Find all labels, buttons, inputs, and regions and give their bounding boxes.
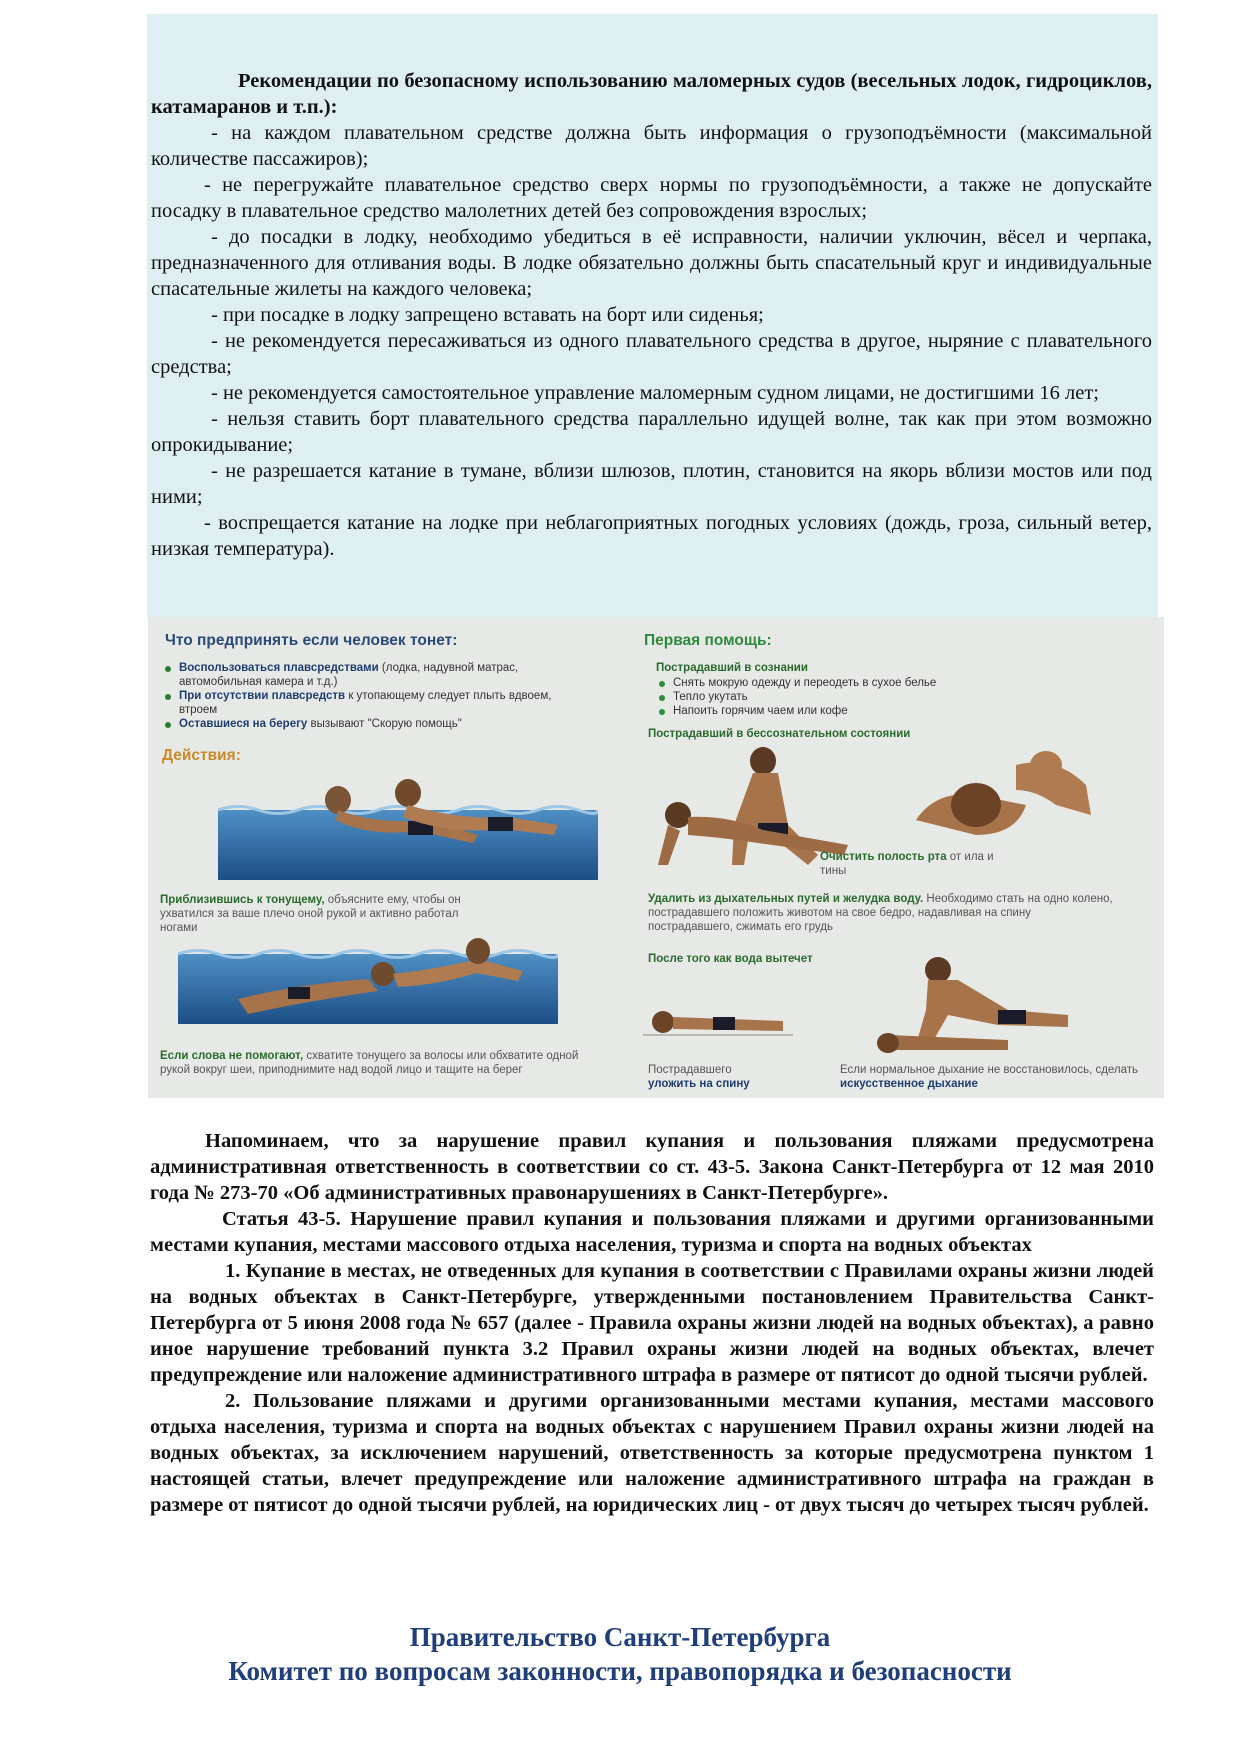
recommendation-item: - до посадки в лодку, необходимо убедиться в её исправности, наличии уключин, вёсел и черпака, предназначенного для отливания воды. В лодке обязательно должны быть спасательный круг и индивидуальные спасательные жилеты на каждого человека;: [151, 226, 1152, 300]
recommendation-item: - на каждом плавательном средстве должна быть информация о грузоподъёмности (максимальной количестве пассажиров);: [151, 122, 1152, 170]
list-item: Тепло укутать: [656, 690, 1016, 704]
recommendation-item: - при посадке в лодку запрещено вставать на борт или сиденья;: [211, 304, 764, 326]
legal-paragraph: 1. Купание в местах, не отведенных для купания в соответствии с Правилами охраны жизни людей на водных объектах в Санкт-Петербурге, утвержденными постановлением Правительства Санкт-Петербурга от 5 июня 2008 года № 657 (далее - Правила охраны жизни людей на водных объектах), а равно иное нарушение требований пункта 3.2 Правил охраны жизни людей на водных объектах, влечет предупреждение или наложение административного штрафа в размере от пятисот до одной тысячи рублей.: [150, 1260, 1154, 1386]
article-title: Статья 43-5. Нарушение правил купания и пользования пляжами и другими организованными местами купания, местами массового отдыха населения, туризма и спорта на водных объектах: [150, 1208, 1154, 1256]
actions-title: Действия:: [162, 747, 241, 764]
footer-government: Правительство Санкт-Петербурга: [409, 1622, 831, 1652]
lying-person-illustration: [643, 997, 793, 1047]
recommendation-item: - не рекомендуется самостоятельное управление маломерным судном лицами, не достигшими 16 лет;: [211, 382, 1099, 404]
unconscious-title: Пострадавший в бессознательном состоянии: [648, 728, 911, 740]
lay-back-caption: Пострадавшего уложить на спину: [648, 1064, 750, 1090]
list-item: Снять мокрую одежду и переодеть в сухое белье: [656, 676, 1016, 690]
approach-caption: Приблизившись к тонущему, объясните ему, чтобы он ухватился за ваше плечо оной рукой и активно работал ногами: [160, 894, 461, 934]
drowning-list: [162, 661, 582, 731]
list-item: При отсутствии плавсредств к утопающему следует плыть вдвоем, втроем: [162, 689, 582, 717]
legal-paragraph: 2. Пользование пляжами и другими организованными местами купания, местами массового отдыха населения, туризма и спорта на водных объектах с нарушением Правил охраны жизни людей на водных объектах, за исключением нарушений, ответственность за которые предусмотрена пунктом 1 настоящей статьи, влечет предупреждение или наложение административного штрафа на граждан в размере от пятисот до одной тысячи рублей, на юридических лиц - от двух тысяч до четырех тысяч рублей.: [150, 1390, 1154, 1516]
conscious-list: [656, 676, 1016, 718]
first-aid-title: Первая помощь:: [644, 632, 772, 649]
legal-notice: [150, 1128, 1154, 1518]
grab-caption: Если слова не помогают, схватите тонущего за волосы или обхватите одной рукой вокруг шеи, приподнимите над водой лицо и тащите на берег: [160, 1050, 579, 1076]
list-item: Оставшиеся на берегу вызывают "Скорую помощь": [162, 717, 582, 731]
rescue-swim-illustration: [218, 765, 598, 885]
recommendations-title: Рекомендации по безопасному использованию маломерных судов (весельных лодок, гидроциклов, катамаранов и т.п.):: [151, 70, 1152, 118]
legal-paragraph: Напоминаем, что за нарушение правил купания и пользования пляжами предусмотрена административная ответственность в соответствии со ст. 43-5. Закона Санкт-Петербурга от 12 мая 2010 года № 273-70 «Об административных правонарушениях в Санкт-Петербурге».: [150, 1130, 1154, 1204]
list-item: Воспользоваться плавсредствами (лодка, надувной матрас, автомобильная камера и т.д.): [162, 661, 582, 689]
recommendation-item: - нельзя ставить борт плавательного средства параллельно идущей волне, так как при этом возможно опрокидывание;: [151, 408, 1152, 456]
drowning-title: Что предпринять если человек тонет:: [165, 632, 458, 649]
recommendation-item: - не перегружайте плавательное средство сверх нормы по грузоподъёмности, а также не допускайте посадку в плавательное средство малолетних детей без сопровождения взрослых;: [151, 174, 1152, 222]
recommendation-item: - не рекомендуется пересаживаться из одного плавательного средства в другое, ныряние с плавательного средства;: [151, 330, 1152, 378]
first-aid-infographic: [148, 617, 1164, 1098]
footer-committee: Комитет по вопросам законности, правопорядка и безопасности: [228, 1656, 1012, 1686]
recommendations-box: [147, 14, 1158, 618]
recommendation-item: - не разрешается катание в тумане, вблизи шлюзов, плотин, становится на якорь вблизи мостов или под ними;: [151, 460, 1152, 508]
list-item: Напоить горячим чаем или кофе: [656, 704, 1016, 718]
drain-water-caption: Удалить из дыхательных путей и желудка воду. Необходимо стать на одно колено, пострадавшего положить животом на свое бедро, надавливая на спину пострадавшего, сжимать его грудь: [648, 893, 1113, 933]
after-water-title: После того как вода вытечет: [648, 953, 813, 965]
recommendation-item: - воспрещается катание на лодке при неблагоприятных погодных условиях (дождь, гроза, сильный ветер, низкая температура).: [151, 512, 1152, 560]
artificial-breathing-caption: Если нормальное дыхание не восстановилось, сделать искусственное дыхание: [840, 1064, 1139, 1090]
clean-mouth-illustration: [916, 745, 1116, 845]
clean-mouth-caption: Очистить полость рта от ила и тины: [820, 851, 994, 877]
conscious-title: Пострадавший в сознании: [656, 662, 808, 674]
artificial-breathing-illustration: [868, 955, 1108, 1065]
tow-swim-illustration: [178, 929, 558, 1039]
